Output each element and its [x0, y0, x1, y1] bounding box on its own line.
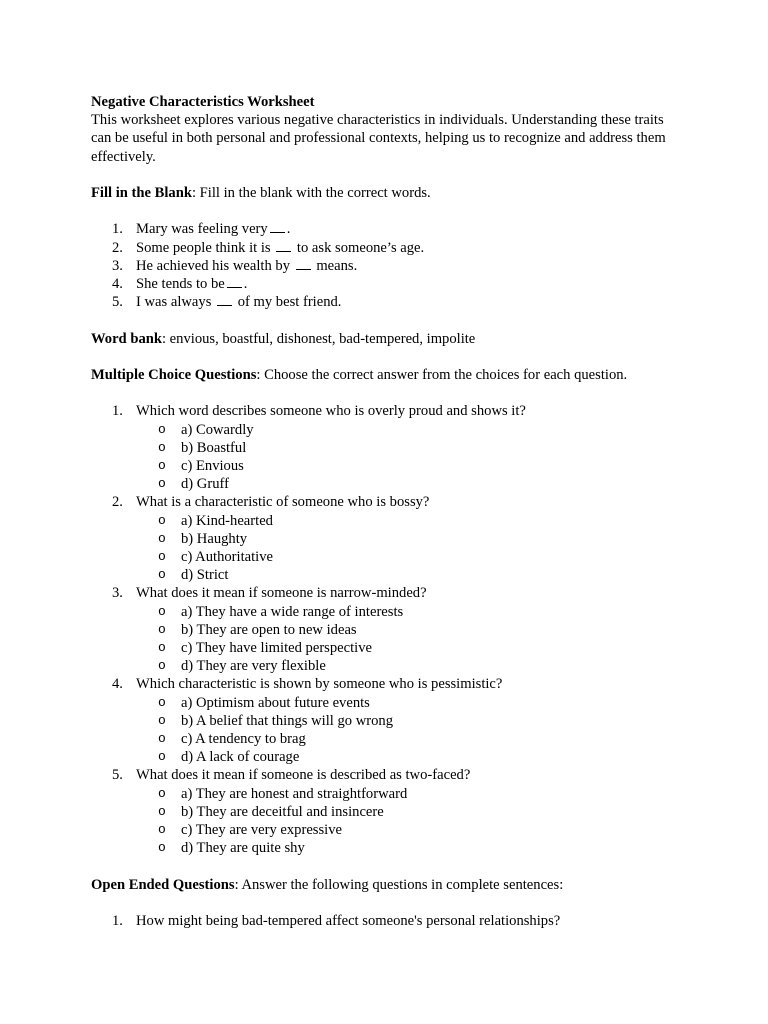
bullet-marker: o [158, 803, 166, 819]
choice-item [91, 730, 681, 748]
multiple-choice-heading: Multiple Choice Questions [91, 366, 257, 383]
word-bank-heading: Word bank [91, 330, 162, 347]
choice-text: a) They are honest and straightforward [181, 785, 408, 802]
choice-text: b) Haughty [181, 530, 248, 547]
blank-line [276, 240, 291, 252]
bullet-marker: o [158, 421, 166, 437]
choice-item [91, 457, 681, 475]
question-number: 3. [112, 585, 123, 602]
item-text: . [286, 221, 291, 238]
multiple-choice-heading-line [91, 366, 681, 384]
fill-in-heading: Fill in the Blank [91, 185, 192, 201]
open-ended-list [91, 912, 681, 930]
choice-text: d) Gruff [181, 476, 229, 493]
bullet-marker: o [158, 549, 166, 564]
question-text: How might being bad-tempered affect someone's personal relationships? [136, 913, 561, 930]
blank-line [296, 258, 311, 270]
bullet-marker: o [158, 840, 166, 856]
bullet-marker: o [158, 621, 166, 637]
bullet-marker: o [158, 712, 166, 728]
bullet-marker: o [158, 512, 166, 528]
multiple-choice-list [91, 402, 681, 857]
question-text: What is a characteristic of someone who is bossy? [136, 494, 430, 511]
bullet-marker: o [158, 567, 166, 583]
choice-text: a) Cowardly [181, 421, 254, 438]
item-text: Mary was feeling very [136, 221, 268, 238]
list-item [91, 912, 681, 930]
question-text: Which characteristic is shown by someone who is pessimistic? [136, 676, 503, 693]
choice-list [136, 512, 681, 585]
choice-list [136, 694, 681, 767]
choice-item [91, 475, 681, 493]
fill-in-instruction: : Fill in the blank with the correct words. [191, 185, 431, 201]
choice-text: d) They are quite shy [181, 840, 305, 857]
open-ended-instruction: : Answer the following questions in complete sentences: [234, 876, 564, 893]
word-bank-line [91, 330, 681, 348]
list-item [91, 220, 681, 238]
question-item [91, 675, 681, 766]
list-item [91, 275, 681, 293]
choice-item [91, 748, 681, 766]
question-number: 2. [112, 494, 123, 511]
bullet-marker: o [158, 457, 166, 473]
bullet-marker: o [158, 749, 166, 765]
fill-in-list [91, 220, 681, 311]
choice-item [91, 821, 681, 839]
multiple-choice-instruction: : Choose the correct answer from the choices for each question. [256, 366, 628, 383]
bullet-marker: o [158, 530, 166, 546]
choice-item [91, 639, 681, 657]
choice-item [91, 657, 681, 675]
open-ended-heading-line [91, 876, 681, 894]
choice-item [91, 603, 681, 621]
question-item [91, 584, 681, 675]
question-item [91, 402, 681, 493]
choice-list [136, 603, 681, 676]
open-ended-heading: Open Ended Questions [91, 876, 235, 893]
question-item [91, 493, 681, 584]
choice-item [91, 439, 681, 457]
choice-list [136, 785, 681, 858]
bullet-marker: o [158, 640, 166, 656]
bullet-marker: o [158, 731, 166, 747]
choice-item [91, 621, 681, 639]
fill-in-heading-line [91, 184, 681, 202]
item-text: I was always [136, 294, 212, 311]
choice-text: d) They are very flexible [181, 658, 326, 675]
item-text: means. [316, 257, 358, 274]
choice-item [91, 566, 681, 584]
choice-item [91, 694, 681, 712]
choice-item [91, 785, 681, 803]
item-text: of my best friend. [237, 294, 342, 311]
bullet-marker: o [158, 658, 166, 674]
bullet-marker: o [158, 822, 166, 838]
question-text: Which word describes someone who is overly proud and shows it? [136, 403, 526, 420]
bullet-marker: o [158, 603, 166, 619]
choice-text: b) They are deceitful and insincere [181, 803, 384, 820]
question-number: 5. [112, 767, 123, 784]
intro-paragraph: This worksheet explores various negative characteristics in individuals. Understanding these traits can be useful in both personal and professional contexts, helping us to recognize and address them effectively. [91, 112, 666, 165]
item-number: 3. [112, 257, 123, 274]
choice-item [91, 548, 681, 566]
choice-item [91, 530, 681, 548]
choice-item [91, 421, 681, 439]
choice-text: c) They are very expressive [181, 822, 342, 839]
choice-item [91, 803, 681, 821]
bullet-marker: o [158, 476, 166, 492]
item-number: 4. [112, 276, 123, 292]
choice-text: c) They have limited perspective [181, 640, 372, 657]
bullet-marker: o [158, 694, 166, 710]
question-number: 4. [112, 676, 123, 693]
list-item [91, 257, 681, 275]
blank-line [227, 276, 242, 288]
item-text: She tends to be [136, 276, 225, 292]
choice-list [136, 421, 681, 494]
choice-text: b) A belief that things will go wrong [181, 712, 393, 729]
choice-text: d) A lack of courage [181, 749, 300, 766]
list-item [91, 293, 681, 311]
question-item [91, 766, 681, 857]
word-bank-words: : envious, boastful, dishonest, bad-tempered, impolite [161, 330, 476, 347]
choice-text: c) Authoritative [181, 549, 273, 565]
choice-item [91, 712, 681, 730]
item-text: to ask someone’s age. [296, 239, 425, 256]
blank-line [217, 294, 232, 306]
choice-text: c) Envious [181, 457, 244, 474]
bullet-marker: o [158, 439, 166, 455]
question-number: 1. [112, 403, 123, 420]
choice-item [91, 839, 681, 857]
choice-text: c) A tendency to brag [181, 731, 306, 748]
choice-text: a) They have a wide range of interests [181, 603, 404, 620]
item-number: 2. [112, 239, 123, 256]
question-text: What does it mean if someone is described as two-faced? [136, 767, 471, 784]
item-number: 1. [112, 913, 123, 930]
item-number: 1. [112, 221, 123, 238]
choice-text: a) Kind-hearted [181, 512, 273, 529]
choice-text: b) They are open to new ideas [181, 621, 357, 638]
list-item [91, 239, 681, 257]
blank-line [270, 221, 285, 233]
item-number: 5. [112, 294, 123, 311]
choice-text: d) Strict [181, 567, 229, 584]
question-text: What does it mean if someone is narrow-minded? [136, 585, 427, 602]
page-title: Negative Characteristics Worksheet [91, 94, 315, 110]
choice-item [91, 512, 681, 530]
item-text: Some people think it is [136, 239, 271, 256]
choice-text: a) Optimism about future events [181, 694, 370, 711]
item-text: . [243, 276, 248, 292]
item-text: He achieved his wealth by [136, 257, 290, 274]
document-page [91, 93, 681, 930]
choice-text: b) Boastful [181, 439, 247, 456]
bullet-marker: o [158, 785, 166, 801]
